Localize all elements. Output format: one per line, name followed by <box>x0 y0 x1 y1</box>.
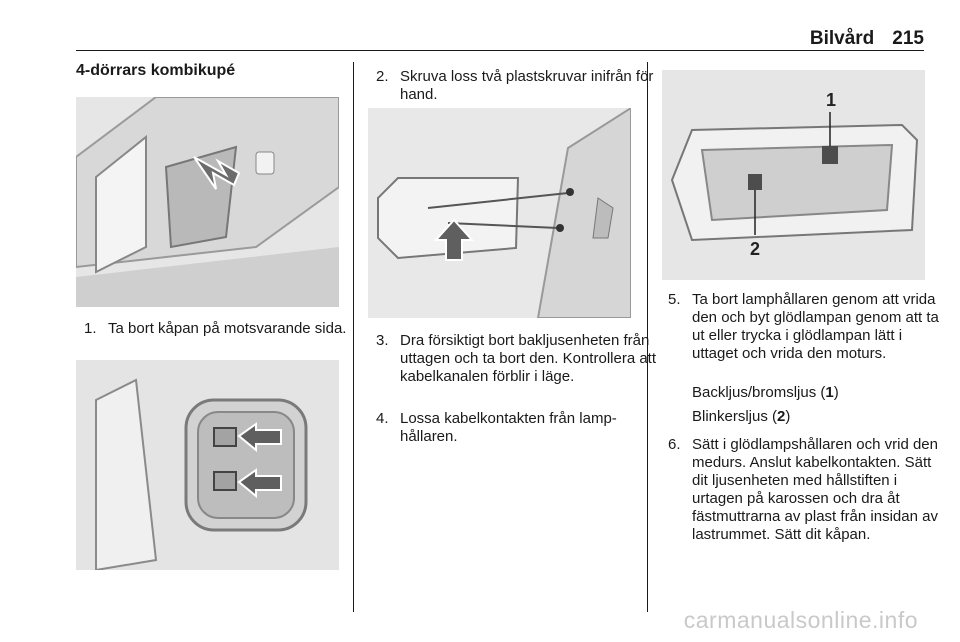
step-text: Ta bort lamphållaren genom att vrida den och byt glödlampan genom att ta ut eller trycka i glödlampan lätt i uttaget och vrida den moturs. <box>692 291 939 362</box>
step-1 <box>84 320 368 338</box>
step-2 <box>376 68 662 104</box>
step-4 <box>376 410 662 446</box>
step-number: 3. <box>376 332 389 349</box>
step-number: 1. <box>84 320 97 337</box>
figure-tail-light-screws <box>368 108 631 318</box>
note-suffix: ) <box>833 384 839 401</box>
note-suffix: ) <box>785 408 791 425</box>
watermark: carmanualsonline.info <box>683 607 918 633</box>
note-blinker <box>692 408 790 426</box>
callout-1: 1 <box>826 90 837 110</box>
note-backlight <box>692 384 839 402</box>
figure-connectors <box>76 360 339 570</box>
step-number: 4. <box>376 410 389 427</box>
step-text: Sätt i glödlampshållaren och vrid den medurs. Anslut kabelkontakten. Sätt dit ljusenheten med hållstiften i urtagen på karossen och dra åt fästmuttrarna av plast från insidan av lastrummet. Sätt dit kåpan. <box>692 436 938 543</box>
step-text: Skruva loss två plastskruvar inifrån för hand. <box>400 68 654 103</box>
figure-trunk-cover <box>76 97 339 307</box>
header-divider <box>76 50 924 51</box>
page-number: 215 <box>892 28 924 49</box>
step-number: 2. <box>376 68 389 85</box>
step-text: Dra försiktigt bort bakljusenheten från uttagen och ta bort den. Kontrollera att kabelkanalen förblir i läge. <box>400 332 657 385</box>
step-number: 6. <box>668 436 681 453</box>
step-number: 5. <box>668 291 681 308</box>
step-6 <box>668 436 950 544</box>
note-label: Backljus/bromsljus ( <box>692 384 826 401</box>
section-title: 4-dörrars kombikupé <box>76 62 236 79</box>
step-5 <box>668 291 950 363</box>
step-text: Lossa kabelkontakten från lamphållaren. <box>400 410 617 445</box>
note-ref: 2 <box>777 408 786 425</box>
callout-2: 2 <box>750 239 761 259</box>
header-title: Bilvård <box>809 28 875 49</box>
note-label: Blinkersljus ( <box>692 408 778 425</box>
note-ref: 1 <box>825 384 834 401</box>
step-text: Ta bort kåpan på motsvarande sida. <box>108 320 347 337</box>
step-3 <box>376 332 662 386</box>
figure-bulb-holders <box>662 70 925 280</box>
